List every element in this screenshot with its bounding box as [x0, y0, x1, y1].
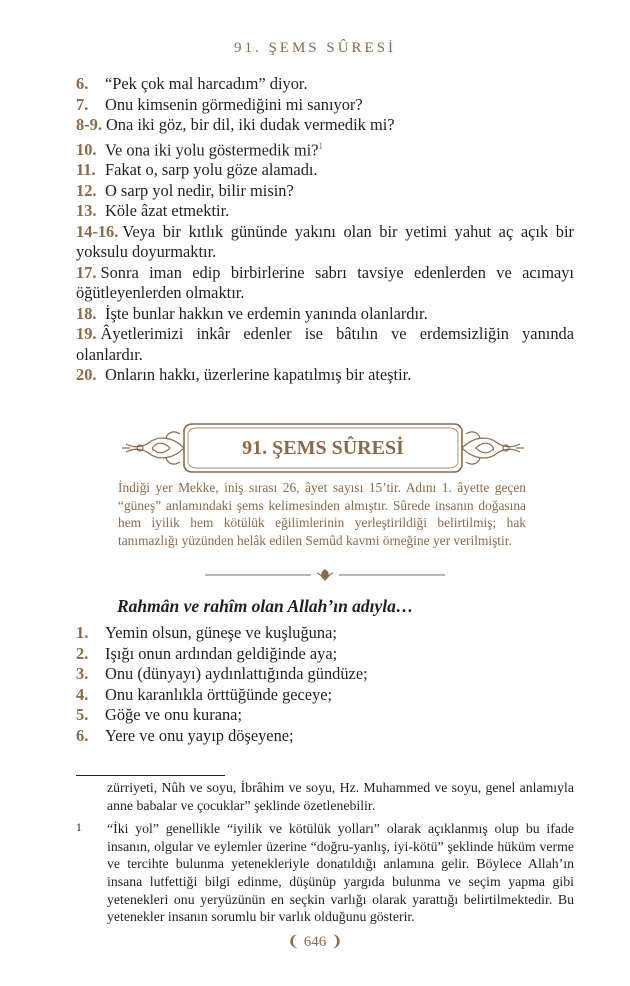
surah-introduction: İndiği yer Mekke, iniş sırası 26, âyet sayısı 15’tir. Adını 1. âyette geçen “güneş” anlamındaki şems kelimesinden almıştır. Sûrede insanın doğasına hem iyilik hem kötülük eğilimlerinin yerleştirildiği belirtilmiş; hak tanımazlığı yüzünden helâk edilen Semûd kavmi örneğine yer verilmiştir. — [118, 480, 526, 548]
verse-text: Âyetlerimizi inkâr edenler ise bâtılın ve erdemsizliğin yanında olanlardır. — [76, 324, 574, 364]
verse-text: Göğe ve onu kurana; — [105, 705, 242, 724]
verse-row — [76, 201, 574, 222]
verse-text: Yere ve onu yayıp döşeyene; — [105, 725, 294, 745]
verse-text: Fakat o, sarp yolu göze alamadı. — [105, 160, 318, 180]
verse-number: 5. — [76, 705, 89, 724]
verse-text: İşte bunlar hakkın ve erdemin yanında olanlardır. — [105, 303, 428, 323]
footnote-text: zürriyeti, Nûh ve soyu, İbrâhim ve soyu, Hz. Muhammed ve soyu, genel anlamıyla anne babalar ve çocuklar” şeklinde özetlenebilir. — [107, 780, 574, 813]
verse-number: 14-16. — [76, 221, 119, 241]
verse-number: 12. — [76, 180, 97, 200]
verse-text: Ve ona iki yolu göstermedik mi? — [105, 139, 319, 159]
verse-row — [76, 136, 574, 161]
verse-text: Onu kimsenin görmediğini mi sanıyor? — [105, 94, 363, 114]
verse-number: 11. — [76, 160, 96, 180]
verse-number: 2. — [76, 643, 89, 663]
verse-number: 17. — [76, 262, 97, 282]
verse-number: 3. — [76, 664, 89, 683]
verse-number: 4. — [76, 684, 89, 704]
verse-row — [76, 181, 574, 202]
verse-row — [76, 685, 574, 706]
verse-text: Köle âzat etmektir. — [105, 201, 230, 221]
surah-title-banner — [122, 420, 524, 476]
verse-row — [76, 324, 574, 365]
verse-text: Onu karanlıkla örttüğünde geceye; — [105, 684, 333, 704]
left-ornament-icon: ❨ — [287, 934, 304, 950]
verse-number: 1. — [76, 623, 89, 642]
verse-text: Işığı onun ardından geldiğinde aya; — [105, 643, 338, 663]
verse-number: 20. — [76, 365, 97, 385]
page-number — [0, 932, 630, 951]
page-number-value: 646 — [303, 934, 327, 950]
footnote-continuation — [76, 779, 574, 814]
surah-verses — [76, 623, 574, 746]
footnote-reference: 1 — [318, 140, 323, 151]
footnote-rule — [76, 775, 225, 776]
verse-row — [76, 623, 574, 644]
verse-row — [76, 705, 574, 726]
footnote-1 — [76, 820, 574, 926]
verse-number: 7. — [76, 94, 89, 114]
fleuron-icon — [205, 567, 445, 583]
verse-number: 13. — [76, 201, 97, 221]
running-head: 91. ŞEMS SÛRESİ — [233, 40, 397, 56]
verse-number: 19. — [76, 324, 97, 344]
basmala: Rahmân ve rahîm olan Allah’ın adıyla… — [117, 596, 414, 616]
footnote-mark: 1 — [76, 822, 82, 835]
verse-text: Sonra iman edip birbirlerine sabrı tavsiye edenlerden ve acımayı öğütleyenlerden olmaktır. — [76, 262, 574, 303]
verse-text: Veya bir kıtlık gününde yakını olan bir yetimi yahut aç açık bir yoksulu doyurmaktır. — [76, 221, 574, 262]
footnote-text: “İki yol” genellikle “iyilik ve kötülük yolları” olarak açıklanmış olup bu ifade insanın, olgular ve eylemler üzerine “doğru-yanlış, iyi-kötü” şeklinde hüküm verme ve tercihte bulunma yetenekleriyle donatıldığı anlamına gelir. Böylece Allah’ın insana lutfettiği bilgi edinme, düşünüp yargıda bulunma ve seçim yapma gibi yetenekleri onu yeryüzünün en seçkin varlığı olarak yarattığı belirtilmektedir. Bu yetenekler insanın sorumlu bir varlık olduğunu gösterir. — [107, 821, 574, 925]
verse-row — [76, 664, 574, 685]
verse-row — [76, 365, 574, 386]
verse-number: 18. — [76, 303, 97, 323]
verse-text: Onu (dünyayı) aydınlattığında gündüze; — [105, 664, 368, 683]
verse-text: Onların hakkı, üzerlerine kapatılmış bir ateştir. — [105, 365, 412, 385]
verse-row — [76, 263, 574, 304]
verse-text: “Pek çok mal harcadım” diyor. — [105, 74, 308, 93]
verse-row — [76, 115, 574, 136]
verse-row — [76, 644, 574, 665]
verse-row — [76, 160, 574, 181]
ornamental-divider — [205, 567, 445, 583]
surah-title: 91. ŞEMS SÛRESİ — [242, 437, 404, 459]
verse-number: 10. — [76, 139, 97, 159]
verse-row — [76, 304, 574, 325]
verse-row — [76, 95, 574, 116]
verse-row — [76, 74, 574, 95]
verse-number: 6. — [76, 74, 89, 93]
verse-row — [76, 222, 574, 263]
verse-number: 8-9. — [76, 115, 102, 134]
verse-text: O sarp yol nedir, bilir misin? — [105, 180, 294, 200]
verse-text: Ona iki göz, bir dil, iki dudak vermedik mi? — [105, 115, 395, 134]
verse-number: 6. — [76, 725, 89, 745]
footnotes — [76, 779, 574, 926]
verse-row — [76, 726, 574, 747]
top-verses — [76, 74, 574, 386]
verse-text: Yemin olsun, güneşe ve kuşluğuna; — [105, 623, 337, 642]
right-ornament-icon: ❩ — [326, 934, 343, 950]
